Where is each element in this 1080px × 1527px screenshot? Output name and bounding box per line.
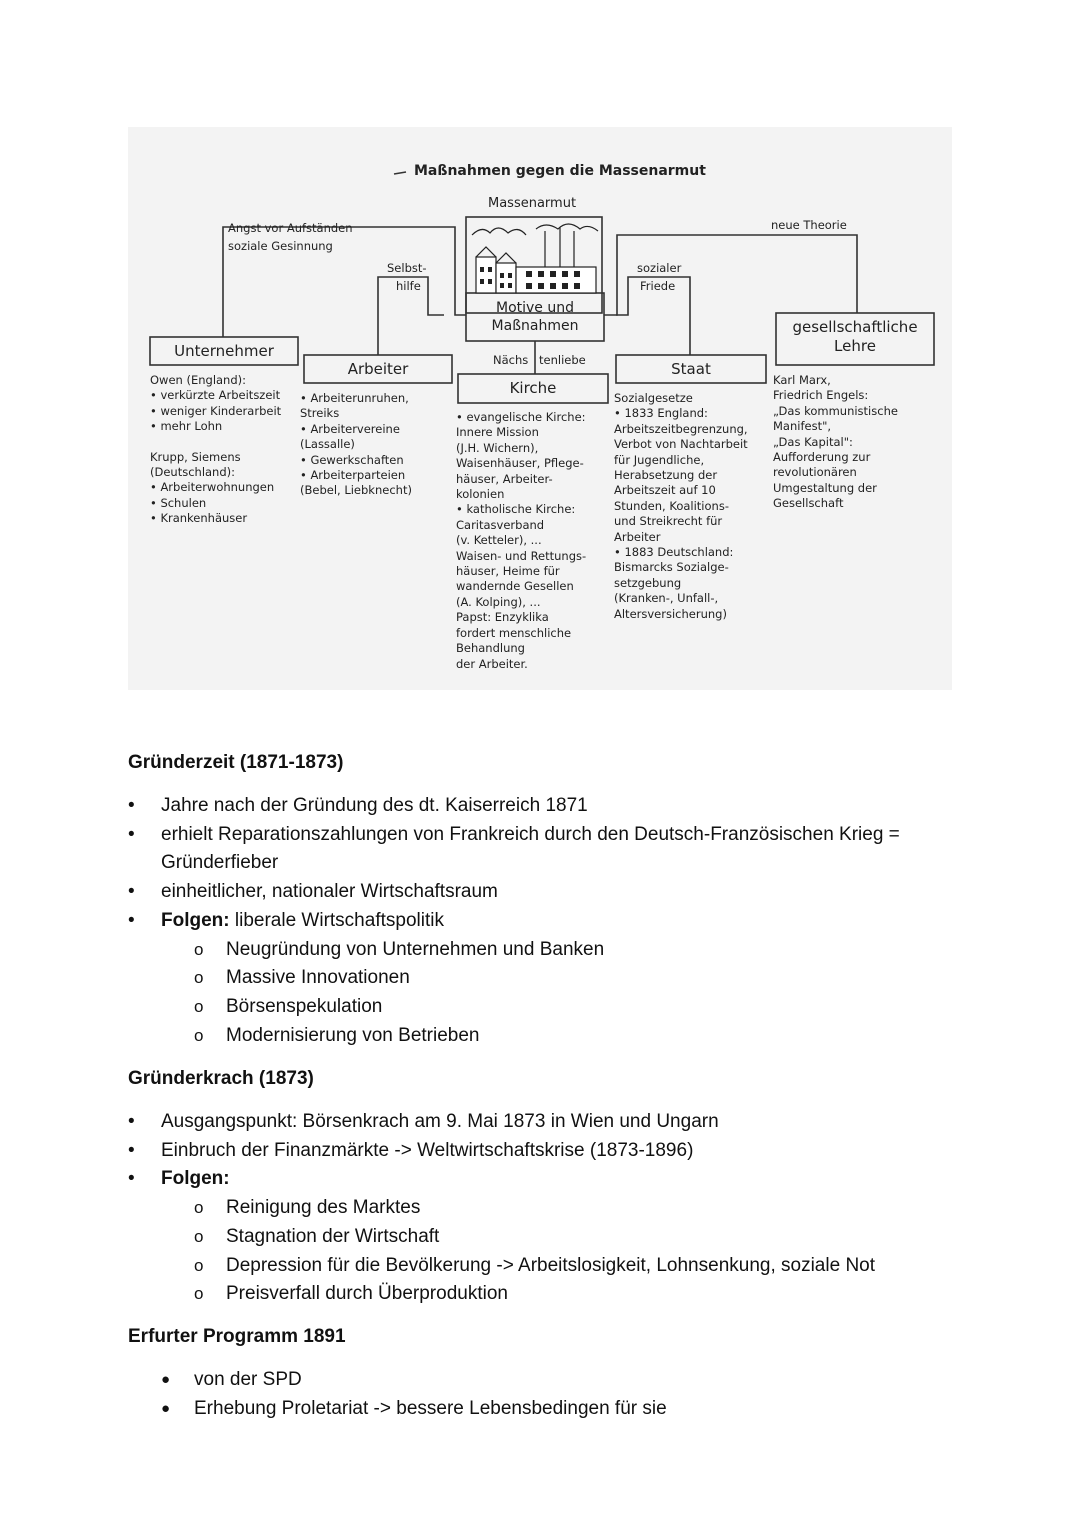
column-line: der Arbeiter. (456, 656, 528, 671)
column-line: Innere Mission (456, 425, 539, 440)
column-line: (Deutschland): (150, 465, 236, 480)
heading-gruenderzeit: Gründerzeit (1871-1873) (128, 752, 344, 773)
column-line: Streiks (300, 406, 340, 421)
list-item (128, 878, 900, 907)
item-text: erhielt Reparationszahlungen von Frankreich durch den Deutsch-Französischen Krieg = (161, 823, 900, 845)
column-line: Sozialgesetze (614, 391, 693, 405)
column-unternehmer (150, 373, 281, 527)
column-line: • 1833 England: (614, 406, 708, 421)
link-label-naechs: Nächs (493, 353, 529, 367)
list-gruenderkrach (128, 1108, 875, 1309)
link-label-neue-theorie: neue Theorie (771, 218, 847, 232)
box-gesellschaftliche-lehre (776, 318, 934, 356)
column-line: häuser, Heime für (456, 564, 560, 579)
column-line: (A. Kolping), ... (456, 594, 541, 609)
box-staat: Staat (671, 360, 711, 378)
column-line: Gesellschaft (773, 496, 844, 511)
list-gruenderzeit (128, 792, 900, 1050)
center-box (466, 299, 604, 335)
column-line: (J.H. Wichern), (456, 440, 539, 455)
column-line: „Das kommunistische (773, 403, 898, 418)
column-line: setzgebung (614, 575, 682, 590)
list-item (161, 1366, 667, 1395)
list-item (128, 792, 900, 821)
column-line: • weniger Kinderarbeit (150, 403, 282, 418)
column-line: häuser, Arbeiter- (456, 471, 553, 486)
diagram-title: Maßnahmen gegen die Massenarmut (414, 163, 706, 179)
column-line: für Jugendliche, (614, 452, 705, 467)
sub-list-item (128, 1252, 875, 1281)
center-box-line-2: Maßnahmen (491, 318, 579, 334)
item-text: Ausgangspunkt: Börsenkrach am 9. Mai 1873 in Wien und Ungarn (161, 1111, 719, 1132)
column-line: Friedrich Engels: (773, 388, 869, 403)
column-staat (614, 391, 748, 622)
item-text: Preisverfall durch Überproduktion (226, 1283, 508, 1305)
item-text: Depression für die Bevölkerung -> Arbeitslosigkeit, Lohnsenkung, soziale Not (226, 1254, 876, 1276)
column-line: (Kranken-, Unfall-, (614, 591, 719, 606)
column-line: Behandlung (456, 641, 525, 656)
column-line: kolonien (456, 487, 505, 502)
sub-list-item (128, 1223, 875, 1252)
column-line: revolutionären (773, 465, 857, 480)
column-line: Waisen- und Rettungs- (456, 548, 587, 563)
link-label-selbst: Selbst- (387, 261, 427, 275)
item-text: Gründerfieber (161, 852, 279, 874)
column-line: Manifest", (773, 419, 832, 434)
column-line: Altersversicherung) (614, 606, 727, 621)
sub-list-item (128, 993, 900, 1022)
center-box-line-1: Motive und (495, 300, 574, 316)
link-label-gesinnung: soziale Gesinnung (228, 239, 333, 253)
diagram-image (128, 127, 952, 690)
column-line: Arbeitszeitbegrenzung, (614, 421, 748, 436)
column-line: wandernde Gesellen (456, 579, 574, 594)
link-label-angst: Angst vor Aufständen (228, 221, 353, 235)
column-line: Karl Marx, (773, 373, 831, 387)
column-line: Bismarcks Sozialge- (614, 560, 729, 575)
list-item (128, 907, 900, 936)
column-line: (v. Ketteler), ... (456, 533, 542, 548)
column-line: • Schulen (150, 495, 207, 510)
box-kirche: Kirche (509, 379, 557, 397)
list-item (128, 1137, 875, 1166)
item-text: Stagnation der Wirtschaft (226, 1225, 440, 1247)
item-text: Erhebung Proletariat -> bessere Lebensbedingen für sie (194, 1397, 667, 1419)
column-line: Arbeiter (614, 529, 661, 544)
item-bold: Folgen: (161, 909, 230, 931)
link-label-sozialer: sozialer (637, 261, 682, 275)
column-line: (Bebel, Liebknecht) (300, 483, 412, 498)
column-line: Aufforderung zur (773, 450, 871, 465)
column-kirche (456, 410, 586, 672)
item-text: Börsenspekulation (226, 995, 383, 1017)
column-line: • Arbeitervereine (300, 421, 400, 436)
link-label-tenliebe: tenliebe (539, 353, 586, 367)
column-line (150, 435, 281, 450)
column-line: Krupp, Siemens (150, 449, 241, 464)
box-unternehmer: Unternehmer (174, 342, 274, 360)
item-text: liberale Wirtschaftspolitik (229, 909, 444, 931)
box-lehre-line-2: Lehre (834, 337, 876, 355)
column-line: Caritasverband (456, 517, 545, 532)
list-item (128, 1165, 875, 1194)
list-erfurter-programm (161, 1366, 667, 1423)
item-bold: Folgen: (161, 1168, 230, 1190)
column-line: fordert menschliche (456, 625, 572, 640)
top-label-massenarmut: Massenarmut (488, 196, 577, 211)
column-line: Umgestaltung der (773, 480, 877, 495)
column-line: Waisenhäuser, Pflege- (456, 456, 584, 471)
sub-list-item (128, 1022, 900, 1051)
item-text: Jahre nach der Gründung des dt. Kaiserreich 1871 (161, 795, 588, 816)
column-line: und Streikrecht für (614, 514, 723, 529)
column-line: Herabsetzung der (614, 468, 718, 483)
column-line: „Das Kapital": (773, 434, 853, 449)
sub-list-item (128, 1280, 875, 1309)
link-label-hilfe: hilfe (396, 279, 421, 293)
item-text: Massive Innovationen (226, 967, 410, 989)
item-text: Neugründung von Unternehmen und Banken (226, 938, 605, 960)
column-arbeiter (300, 391, 412, 499)
column-line: • Gewerkschaften (300, 452, 404, 467)
link-label-friede: Friede (640, 279, 676, 293)
column-line: Owen (England): (150, 373, 247, 387)
column-line: • Arbeiterwohnungen (150, 480, 275, 495)
column-line: • verkürzte Arbeitszeit (150, 388, 281, 403)
column-line: • katholische Kirche: (456, 502, 576, 517)
heading-gruenderkrach: Gründerkrach (1873) (128, 1068, 314, 1089)
column-line: (Lassalle) (300, 437, 355, 452)
box-lehre-line-1: gesellschaftliche (792, 318, 918, 336)
list-item-continuation (128, 849, 900, 878)
sub-list-item (128, 964, 900, 993)
item-text: Reinigung des Marktes (226, 1197, 421, 1219)
column-line: • mehr Lohn (150, 419, 223, 434)
sub-list-item (128, 1194, 875, 1223)
column-line: Stunden, Koalitions- (614, 498, 729, 513)
item-text: einheitlicher, nationaler Wirtschaftsraum (161, 881, 498, 903)
column-line: Arbeitszeit auf 10 (614, 483, 716, 498)
sub-list-item (128, 936, 900, 965)
column-line: • Arbeiterparteien (300, 468, 406, 483)
column-line: Verbot von Nachtarbeit (614, 437, 748, 452)
item-text: Modernisierung von Betrieben (226, 1024, 480, 1046)
item-text: Einbruch der Finanzmärkte -> Weltwirtschaftskrise (1873-1896) (161, 1139, 694, 1161)
box-arbeiter: Arbeiter (347, 360, 409, 378)
column-line: • evangelische Kirche: (456, 410, 586, 424)
column-line: • Krankenhäuser (150, 511, 248, 526)
column-lehre (773, 373, 898, 512)
heading-erfurter-programm: Erfurter Programm 1891 (128, 1326, 346, 1347)
list-item (161, 1395, 667, 1424)
column-line: Papst: Enzyklika (456, 610, 549, 625)
item-text: von der SPD (194, 1369, 302, 1390)
column-line: • 1883 Deutschland: (614, 545, 734, 560)
list-item (128, 1108, 875, 1137)
list-item (128, 821, 900, 850)
column-line: • Arbeiterunruhen, (300, 391, 409, 405)
